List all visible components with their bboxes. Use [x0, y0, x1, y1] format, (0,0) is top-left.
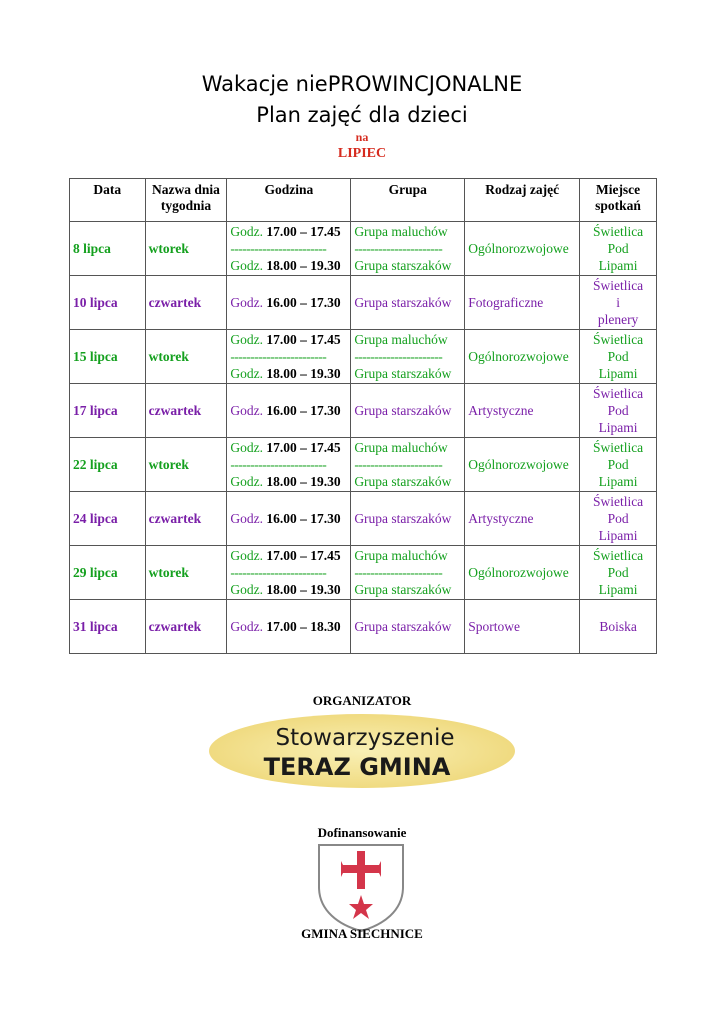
cell-type: Fotograficzne: [465, 276, 580, 330]
time-prefix: Godz.: [230, 582, 267, 597]
cell-time: [227, 438, 351, 492]
time-line: [230, 581, 347, 598]
logo-line1: Stowarzyszenie: [275, 725, 455, 751]
time-prefix: Godz.: [230, 440, 267, 455]
group-line: Grupa starszaków: [354, 582, 452, 597]
group-line: Grupa starszaków: [354, 474, 452, 489]
cell-group: [351, 222, 465, 276]
time-prefix: Godz.: [230, 258, 267, 273]
time-value: 17.00 – 17.45: [266, 224, 341, 239]
time-line: [230, 439, 347, 456]
col-header-type: Rodzaj zajęć: [465, 179, 580, 222]
cell-place: Świetlica Pod Lipami: [580, 492, 657, 546]
cell-group: [351, 330, 465, 384]
table-row: [70, 222, 657, 276]
group-line: Grupa maluchów: [354, 548, 448, 563]
time-prefix: Godz.: [230, 619, 267, 634]
group-separator: ----------------------: [354, 241, 443, 256]
cell-time: [227, 330, 351, 384]
col-header-place: Miejsce spotkań: [580, 179, 657, 222]
cell-day: wtorek: [145, 438, 227, 492]
cell-date: 17 lipca: [70, 384, 146, 438]
col-header-day: Nazwa dnia tygodnia: [145, 179, 227, 222]
cell-type: Artystyczne: [465, 492, 580, 546]
cell-type: Artystyczne: [465, 384, 580, 438]
association-logo: [207, 712, 517, 790]
table-row: [70, 492, 657, 546]
time-value: 17.00 – 17.45: [266, 332, 341, 347]
cell-place: Świetlica Pod Lipami: [580, 384, 657, 438]
group-line: Grupa starszaków: [354, 258, 452, 273]
month-prefix: na: [355, 130, 369, 144]
cell-type: Ogólnorozwojowe: [465, 438, 580, 492]
page-title-line1: Wakacje niePROWINCJONALNE: [201, 72, 523, 96]
logo-line2: TERAZ GMINA: [263, 753, 451, 781]
funding-label: Dofinansowanie: [317, 825, 407, 840]
cell-date: 31 lipca: [70, 600, 146, 654]
cell-date: 8 lipca: [70, 222, 146, 276]
table-row: [70, 330, 657, 384]
time-prefix: Godz.: [230, 332, 267, 347]
cell-type: Ogólnorozwojowe: [465, 546, 580, 600]
cell-time: [227, 600, 351, 654]
time-value: 17.00 – 18.30: [266, 619, 341, 634]
time-prefix: Godz.: [230, 548, 267, 563]
cell-date: 15 lipca: [70, 330, 146, 384]
organizer-label: ORGANIZATOR: [312, 693, 412, 708]
cell-day: czwartek: [145, 492, 227, 546]
time-separator: ------------------------: [230, 349, 327, 364]
cell-day: wtorek: [145, 546, 227, 600]
time-prefix: Godz.: [230, 403, 267, 418]
gmina-label: GMINA SIECHNICE: [301, 926, 423, 941]
group-line: Grupa maluchów: [354, 332, 448, 347]
schedule-table: [69, 178, 657, 654]
cell-place: Świetlica Pod Lipami: [580, 330, 657, 384]
cell-group: [351, 546, 465, 600]
time-value: 18.00 – 19.30: [266, 582, 341, 597]
col-header-time: Godzina: [227, 179, 351, 222]
time-value: 16.00 – 17.30: [266, 295, 341, 310]
cell-place: Świetlica Pod Lipami: [580, 438, 657, 492]
coat-of-arms-icon: [313, 841, 409, 933]
cell-place: Świetlica Pod Lipami: [580, 546, 657, 600]
time-separator: ------------------------: [230, 565, 327, 580]
time-prefix: Godz.: [230, 474, 267, 489]
cell-date: 10 lipca: [70, 276, 146, 330]
time-separator: ------------------------: [230, 457, 327, 472]
time-line: [230, 294, 347, 311]
cell-day: czwartek: [145, 384, 227, 438]
cell-day: czwartek: [145, 276, 227, 330]
time-value: 18.00 – 19.30: [266, 474, 341, 489]
cell-date: 29 lipca: [70, 546, 146, 600]
cell-time: [227, 222, 351, 276]
time-value: 16.00 – 17.30: [266, 403, 341, 418]
time-line: [230, 618, 347, 635]
time-line: [230, 365, 347, 382]
group-line: Grupa maluchów: [354, 224, 448, 239]
cell-day: wtorek: [145, 330, 227, 384]
group-line: Grupa maluchów: [354, 440, 448, 455]
table-row: [70, 546, 657, 600]
cell-place: Świetlica Pod Lipami: [580, 222, 657, 276]
table-row: [70, 600, 657, 654]
cell-group: [351, 276, 465, 330]
cell-type: Sportowe: [465, 600, 580, 654]
cell-day: wtorek: [145, 222, 227, 276]
time-value: 18.00 – 19.30: [266, 366, 341, 381]
cell-time: [227, 384, 351, 438]
cell-day: czwartek: [145, 600, 227, 654]
cell-time: [227, 492, 351, 546]
time-separator: ------------------------: [230, 241, 327, 256]
group-line: Grupa starszaków: [354, 403, 452, 418]
cell-group: [351, 438, 465, 492]
time-line: [230, 331, 347, 348]
time-line: [230, 223, 347, 240]
time-line: [230, 547, 347, 564]
time-value: 18.00 – 19.30: [266, 258, 341, 273]
cell-place: Świetlica i plenery: [580, 276, 657, 330]
group-separator: ----------------------: [354, 457, 443, 472]
cell-group: [351, 492, 465, 546]
group-separator: ----------------------: [354, 565, 443, 580]
table-row: [70, 438, 657, 492]
page-title-line2: Plan zajęć dla dzieci: [256, 103, 468, 127]
cell-group: [351, 384, 465, 438]
cell-place: Boiska: [580, 600, 657, 654]
cell-date: 24 lipca: [70, 492, 146, 546]
table-row: [70, 276, 657, 330]
time-line: [230, 473, 347, 490]
cell-type: Ogólnorozwojowe: [465, 330, 580, 384]
col-header-group: Grupa: [351, 179, 465, 222]
time-prefix: Godz.: [230, 366, 267, 381]
time-value: 17.00 – 17.45: [266, 440, 341, 455]
group-line: Grupa starszaków: [354, 511, 452, 526]
cell-date: 22 lipca: [70, 438, 146, 492]
time-value: 17.00 – 17.45: [266, 548, 341, 563]
cell-type: Ogólnorozwojowe: [465, 222, 580, 276]
time-value: 16.00 – 17.30: [266, 511, 341, 526]
group-line: Grupa starszaków: [354, 295, 452, 310]
col-header-date: Data: [70, 179, 146, 222]
group-line: Grupa starszaków: [354, 619, 452, 634]
cell-group: [351, 600, 465, 654]
time-prefix: Godz.: [230, 295, 267, 310]
time-prefix: Godz.: [230, 224, 267, 239]
cell-time: [227, 276, 351, 330]
table-header-row: [70, 179, 657, 222]
group-separator: ----------------------: [354, 349, 443, 364]
cell-time: [227, 546, 351, 600]
group-line: Grupa starszaków: [354, 366, 452, 381]
time-line: [230, 257, 347, 274]
time-line: [230, 510, 347, 527]
table-row: [70, 384, 657, 438]
time-prefix: Godz.: [230, 511, 267, 526]
time-line: [230, 402, 347, 419]
month-label: LIPIEC: [337, 146, 387, 161]
